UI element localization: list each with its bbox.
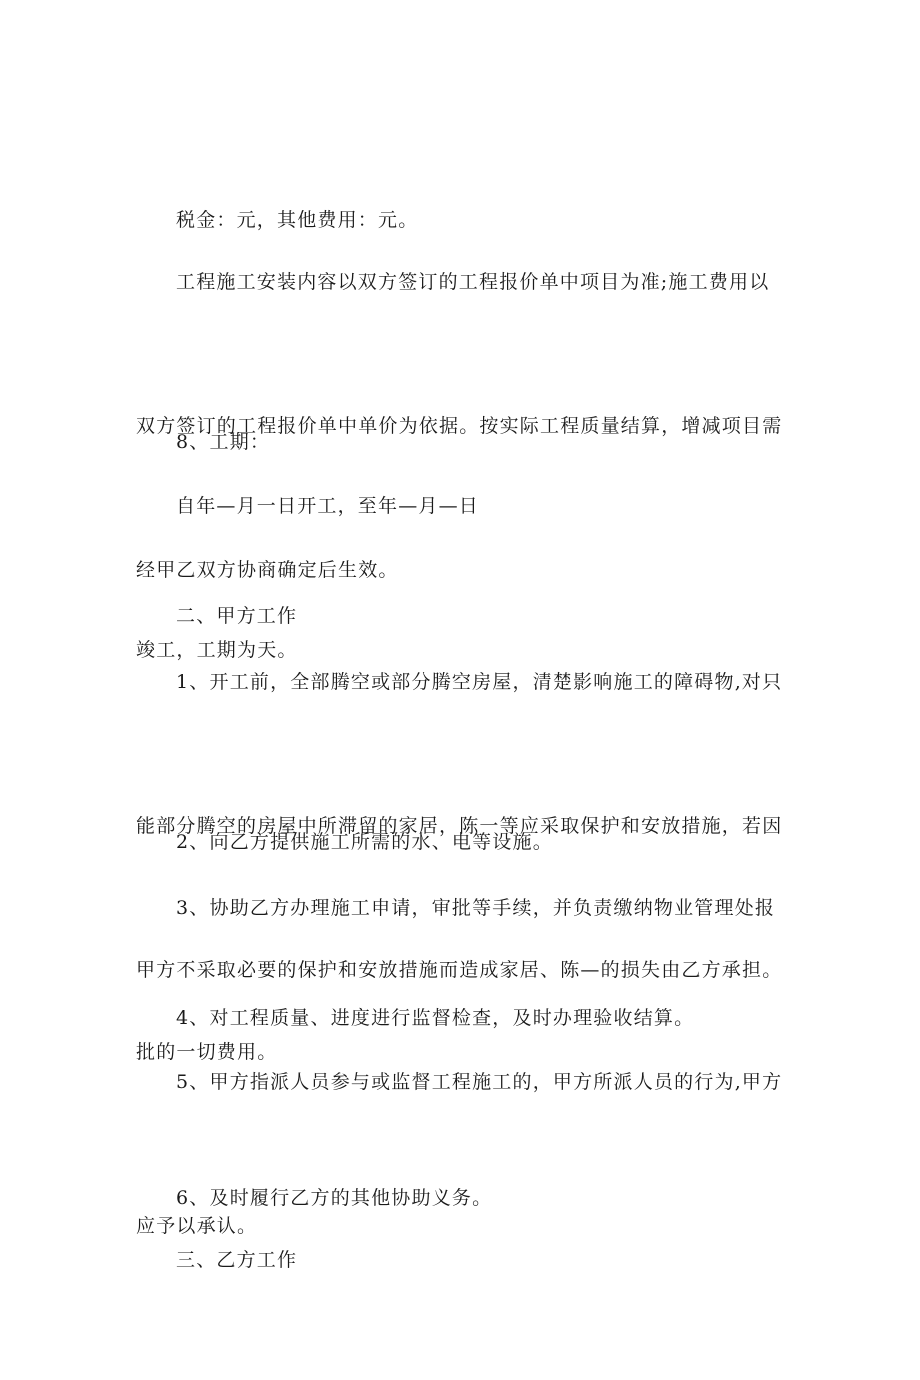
- section-3-heading: [136, 1140, 796, 1380]
- item-8-heading: 8、工期：: [176, 431, 271, 453]
- a-3-line-2: 批的一切费用。: [136, 1041, 278, 1063]
- section-3-title: 三、乙方工作: [176, 1249, 298, 1271]
- section-2-title: 二、甲方工作: [176, 605, 298, 627]
- a-6-line-1: 6、及时履行乙方的其他协助义务。: [176, 1187, 493, 1209]
- scope-line-1: 工程施工安装内容以双方签订的工程报价单中项目为准;施工费用以: [176, 271, 770, 293]
- period-line-1: 自年—月一日开工，至年—月—日: [176, 495, 480, 517]
- a-1-line-2: 能部分腾空的房屋中所滞留的家居，陈一等应采取保护和安放措施，若因: [136, 815, 783, 837]
- a-1-line-3: 甲方不采取必要的保护和安放措施而造成家居、陈—的损失由乙方承担。: [136, 959, 783, 981]
- scope-line-2: 双方签订的工程报价单中单价为依据。按实际工程质量结算，增减项目需: [136, 415, 783, 437]
- a-1-line-1: 1、开工前，全部腾空或部分腾空房屋，清楚影响施工的障碍物,对只: [176, 671, 783, 693]
- scope-line-3: 经甲乙双方协商确定后生效。: [136, 559, 399, 581]
- a-5-line-1: 5、甲方指派人员参与或监督工程施工的，甲方所派人员的行为,甲方: [176, 1071, 783, 1093]
- a-3-line-1: 3、协助乙方办理施工申请，审批等手续，并负责缴纳物业管理处报: [176, 897, 776, 919]
- a-4-line-1: 4、对工程质量、进度进行监督检查，及时办理验收结算。: [176, 1007, 695, 1029]
- a-5-line-2: 应予以承认。: [136, 1215, 258, 1237]
- period-line-2: 竣工，工期为天。: [136, 639, 298, 661]
- taxes-line-1: 税金：元，其他费用：元。: [176, 209, 419, 231]
- a-2-line-1: 2、向乙方提供施工所需的水、电等设施。: [176, 831, 553, 853]
